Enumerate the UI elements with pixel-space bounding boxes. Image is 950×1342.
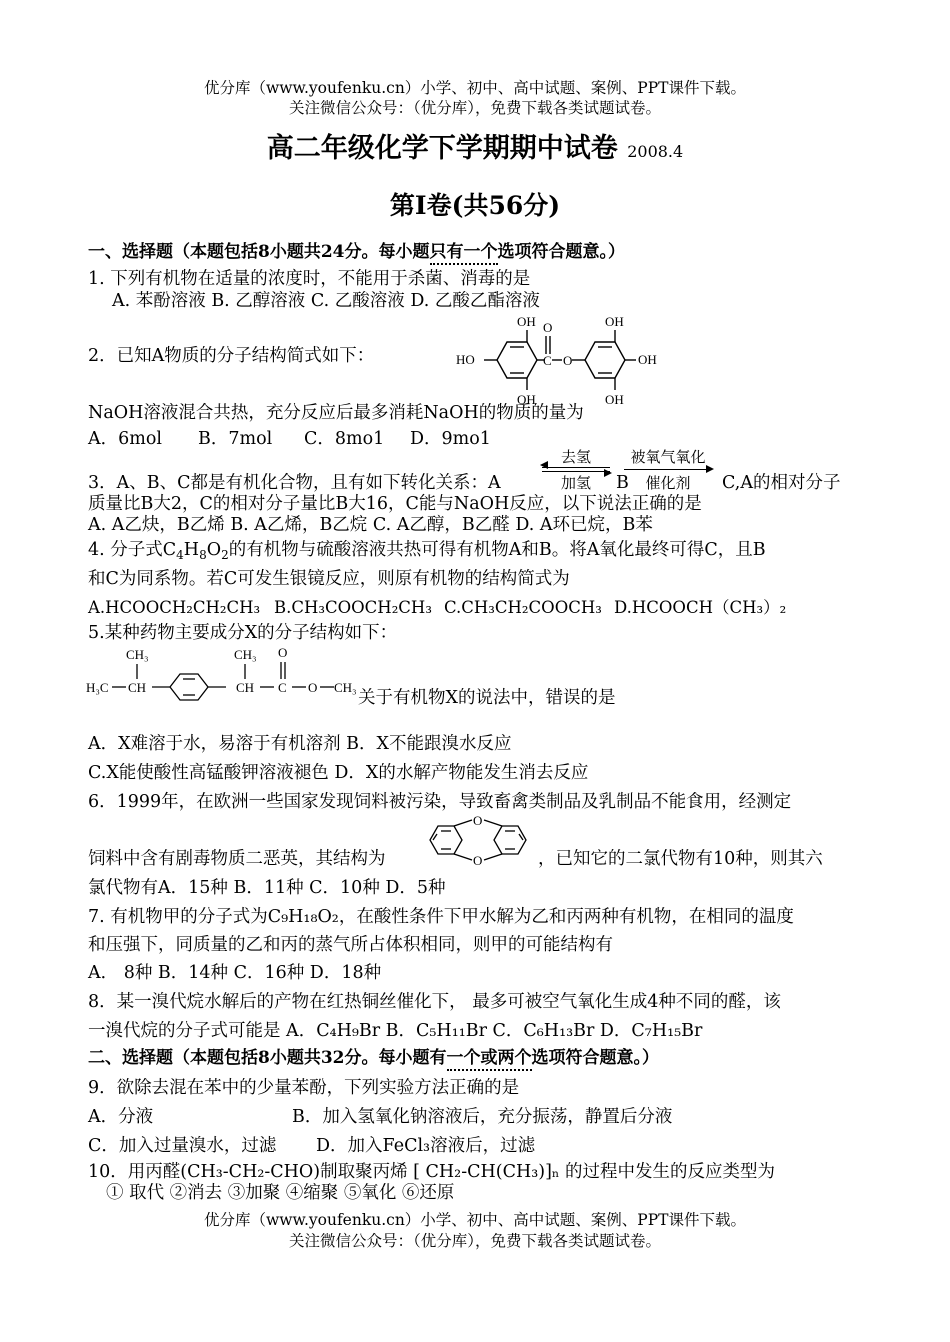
q4-h: H [183, 540, 200, 560]
q4-o: O [206, 540, 222, 560]
q2-oh-bottom-left: OH [517, 392, 536, 407]
q5-options-ab: A．X难溶于水，易溶于有机溶剂 B．X不能跟溴水反应 [88, 734, 512, 754]
section-2-suffix: 选项符合题意。） [531, 1048, 659, 1068]
q6-stem: 6．1999年，在欧洲一些国家发现饲料被污染，导致畜禽类制品及乳制品不能食用，经测定 [88, 792, 792, 812]
q3-arrow-1-bottom-label: 加氢 [560, 474, 591, 492]
section-1-suffix: 选项符合题意。） [497, 242, 625, 262]
part-1-title: 第I卷(共56分) [389, 191, 561, 220]
footer-line-1: 优分库（www.youfenku.cn）小学、初中、高中试题、案例、PPT课件下载。 [203, 1211, 747, 1229]
q6-dioxin-structure [424, 812, 536, 868]
footer-line-2: 关注微信公众号：（优分库），免费下载各类试题试卷。 [288, 1232, 661, 1250]
q5-ch3-end: CH₃ [334, 680, 357, 695]
exam-title-main: 高二年级化学下学期期中试卷 [266, 133, 618, 164]
q3-arrow-2 [622, 446, 714, 496]
q3-arrow-1-line-right [542, 471, 610, 472]
q4-option-a: A.HCOOCH₂CH₂CH₃ [88, 598, 261, 617]
section-1-emphasis: 只有一个 [430, 242, 498, 265]
q8-stem: 8．某一溴代烷水解后的产物在红热铜丝催化下， 最多可被空气氧化生成4种不同的醛，该 [88, 992, 781, 1012]
q3-options: A. A乙炔，B乙烯 B. A乙烯，B乙烷 C. A乙醇，B乙醛 D. A环已烷，B苯 [88, 515, 653, 535]
q2-option-b: B．7mol [198, 429, 273, 449]
q7-continuation: 和压强下，同质量的乙和丙的蒸气所占体积相同，则甲的可能结构有 [88, 935, 613, 955]
q5-ester-o: O [308, 680, 318, 695]
q3-stem [88, 472, 501, 494]
q5-tail: 关于有机物X的说法中，错误的是 [358, 688, 616, 708]
q2-options [88, 428, 491, 450]
q6-oxygen-top: O [473, 813, 483, 828]
q4-stem [88, 539, 766, 562]
q2-oh-top-left: OH [517, 314, 536, 329]
q9-option-b: B．加入氢氧化钠溶液后，充分振荡，静置后分液 [292, 1107, 673, 1127]
q6-cont-b: ，已知它的二氯代物有10种，则其六 [538, 849, 823, 869]
q2-ester-o: O [563, 353, 573, 368]
q2-continuation: NaOH溶液混合共热，充分反应后最多消耗NaOH的物质的量为 [88, 403, 584, 423]
q4-sub-4: 4 [176, 548, 184, 562]
q4-sub-8: 8 [199, 548, 207, 562]
q3-arrow-1-line-left [542, 467, 610, 468]
q4-stem-a: 4. 分子式C [88, 540, 177, 560]
q2-option-a: A．6mol [88, 429, 162, 449]
q3-arrow-2-head [706, 465, 714, 473]
q1-options: A. 苯酚溶液 B. 乙醇溶液 C. 乙酸溶液 D. 乙酸乙酯溶液 [112, 291, 540, 311]
q3-stem-b: B [616, 473, 629, 493]
q4-option-b: B.CH₃COOCH₂CH₃ [274, 598, 432, 617]
q3-arrow-2-top-label: 被氧气氧化 [630, 448, 706, 466]
q2-stem: 2．已知A物质的分子结构简式如下： [88, 346, 375, 366]
exam-title [0, 132, 950, 169]
q5-ch-2: CH [236, 680, 255, 695]
section-2-emphasis: 一个或两个 [447, 1048, 532, 1071]
section-1-prefix: 一、选择题（本题包括8小题共24分。每小题 [88, 242, 430, 262]
q10-options: ① 取代 ②消去 ③加聚 ④缩聚 ⑤氧化 ⑥还原 [106, 1183, 455, 1203]
q2-option-d: D．9mo1 [410, 429, 491, 449]
q4-option-c: C.CH₃CH₂COOCH₃ [444, 598, 602, 617]
q2-ho-left: HO [456, 352, 475, 367]
q2-carbon: C [543, 353, 552, 368]
q4-continuation: 和C为同系物。若C可发生银镜反应，则原有机物的结构简式为 [88, 569, 570, 589]
q3-arrow-1-left-head [540, 461, 548, 469]
q2-structure-diagram [452, 312, 672, 408]
q3-arrow-1-top-label: 去氢 [560, 448, 591, 466]
q2-carbonyl-o: O [543, 320, 553, 335]
q2-oh-top-right: OH [605, 314, 624, 329]
q5-ch3-top-1: CH₃ [126, 647, 149, 662]
header-line-1: 优分库（www.youfenku.cn）小学、初中、高中试题、案例、PPT课件下载。 [203, 79, 747, 97]
q5-h3c: H₃C [86, 680, 109, 695]
q4-stem-b: 的有机物与硫酸溶液共热可得有机物A和B。将A氧化最终可得C，且B [228, 540, 766, 560]
q10-stem: 10．用丙醛(CH₃-CH₂-CHO)制取聚丙烯 [ CH₂-CH(CH₃)]ₙ 的过程中发生的反应类型为 [88, 1162, 776, 1182]
q7-options: A． 8种 B．14种 C．16种 D．18种 [88, 963, 382, 983]
q9-option-d: D．加入FeCl₃溶液后，过滤 [316, 1136, 536, 1156]
q4-options [88, 597, 786, 619]
q2-oh-bottom-right: OH [605, 392, 624, 407]
header-line-2: 关注微信公众号：（优分库），免费下载各类试题试卷。 [288, 99, 661, 117]
q9-stem: 9．欲除去混在苯中的少量苯酚，下列实验方法正确的是 [88, 1078, 520, 1098]
q7-stem: 7. 有机物甲的分子式为C₉H₁₈O₂，在酸性条件下甲水解为乙和丙两种有机物，在相同的温度 [88, 907, 794, 927]
q3-continuation: 质量比B大2，C的相对分子量比B大16，C能与NaOH反应，以下说法正确的是 [88, 494, 702, 514]
q4-option-d: D.HCOOCH（CH₃）₂ [614, 598, 787, 617]
q9-option-a: A．分液 [88, 1107, 154, 1127]
q4-sub-2: 2 [221, 548, 229, 562]
q3-arrow-2-bottom-label: 催化剂 [645, 474, 691, 492]
q3-arrow-2-line [624, 469, 708, 470]
q3-arrow-1 [540, 446, 612, 496]
q8-continuation: 一溴代烷的分子式可能是 A．C₄H₉Br B．C₅H₁₁Br C．C₆H₁₃Br D．C₇H₁₅Br [88, 1021, 703, 1041]
q6-continuation-2: 氯代物有A．15种 B．11种 C．10种 D．5种 [88, 878, 446, 898]
q6-continuation [88, 848, 386, 870]
q5-ch-1: CH [128, 680, 147, 695]
exam-date: 2008.4 [627, 142, 684, 161]
q5-carbonyl-o: O [278, 645, 288, 660]
q1-stem: 1. 下列有机物在适量的浓度时，不能用于杀菌、消毒的是 [88, 269, 531, 289]
q2-option-c: C．8mo1 [304, 429, 385, 449]
section-2-prefix: 二、选择题（本题包括8小题共32分。每小题有 [88, 1048, 447, 1068]
q5-stem: 5.某种药物主要成分X的分子结构如下： [88, 623, 398, 643]
q5-options-cd: C.X能使酸性高锰酸钾溶液褪色 D．X的水解产物能发生消去反应 [88, 763, 589, 783]
q5-structure-diagram [86, 644, 364, 708]
q2-oh-right: OH [638, 352, 657, 367]
q3-stem-c: C,A的相对分子 [722, 473, 841, 493]
q3-stem-part-a: 3．A、B、C都是有机化合物，且有如下转化关系：A [88, 473, 501, 493]
q9-options-ab [88, 1106, 672, 1128]
q6-cont-a: 饲料中含有剧毒物质二恶英，其结构为 [88, 849, 386, 869]
q9-option-c: C．加入过量溴水，过滤 [88, 1136, 277, 1156]
section-2-heading [88, 1047, 659, 1069]
q6-oxygen-bottom: O [473, 853, 483, 868]
q5-ch3-top-2: CH₃ [234, 647, 257, 662]
q9-options-cd [88, 1135, 535, 1157]
section-1-heading [88, 241, 625, 263]
q5-carbon: C [278, 680, 287, 695]
